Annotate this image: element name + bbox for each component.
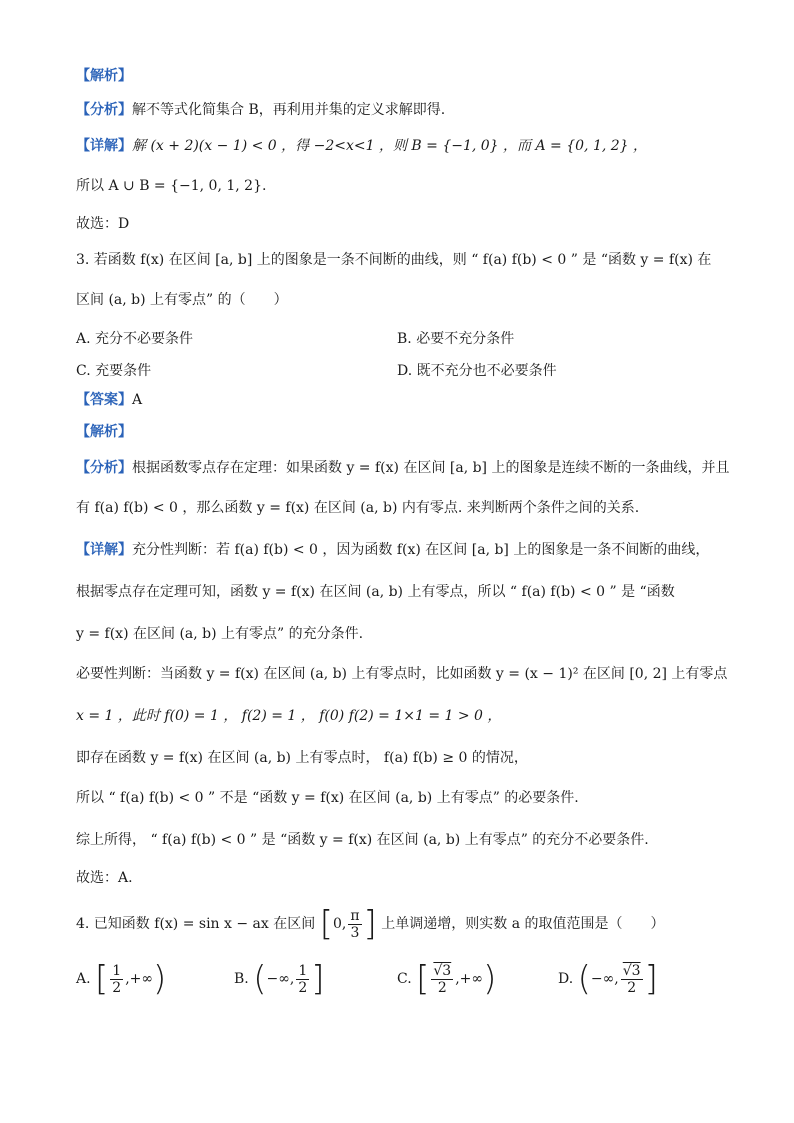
question-4: 4. 已知函数 f(x) = sin x − ax 在区间 [0, $\frac{\pi}{3}$ ] 上单调递增，则实数 a 的取值范围是（ ）: [76, 904, 665, 944]
analysis-heading: 【解析】: [76, 68, 132, 84]
bracket-left: [: [319, 904, 333, 944]
detail-line: 【详解】解 (x + 2)(x − 1) < 0 ，得 −2<x<1 ，则 B = {−1, 0} ，而 A = {0, 1, 2} ，: [76, 138, 648, 154]
summary-line: 综上所得， “ f(a) f(b) < 0 ” 是 “函数 y = f(x) 在区间 (a, b) 上有零点” 的充分不必要条件.: [76, 832, 649, 848]
union-line: 所以 A ∪ B = {−1, 0, 1, 2}.: [76, 178, 267, 194]
analysis-line-2-cont: 有 f(a) f(b) < 0 ，那么函数 y = f(x) 在区间 (a, b) 内有零点. 来判断两个条件之间的关系.: [76, 500, 640, 516]
q4-option-b: B. (−∞, $\frac{1}{2}$ ]: [234, 959, 325, 999]
question-3-cont: 区间 (a, b) 上有零点” 的（ ）: [76, 292, 288, 308]
detail-line-2b: 根据零点存在定理可知，函数 y = f(x) 在区间 (a, b) 上有零点，所以 “ f(a) f(b) < 0 ” 是 “函数: [76, 584, 675, 600]
analysis-heading-2: 【解析】: [76, 424, 132, 440]
bracket-right: ]: [363, 904, 377, 944]
option-c: C. 充要条件: [76, 363, 152, 379]
detail-line-2c: y = f(x) 在区间 (a, b) 上有零点” 的充分条件.: [76, 626, 364, 642]
q4-option-c: C. [ $\frac{√3}{2}$ ,+∞): [397, 959, 497, 999]
question-3: 3. 若函数 f(x) 在区间 [a, b] 上的图象是一条不间断的曲线，则 “ f(a) f(b) < 0 ” 是 “函数 y = f(x) 在: [76, 252, 712, 268]
answer-line: 故选：D: [76, 216, 130, 232]
q4-option-d: D. (−∞, $\frac{√3}{2}$ ]: [558, 959, 658, 999]
detail-line-2: 【详解】充分性判断：若 f(a) f(b) < 0 ，因为函数 f(x) 在区间 [a, b] 上的图象是一条不间断的曲线，: [76, 542, 710, 558]
necessity-result: 所以 “ f(a) f(b) < 0 ” 不是 “函数 y = f(x) 在区间 (a, b) 上有零点” 的必要条件.: [76, 790, 579, 806]
option-b: B. 必要不充分条件: [397, 331, 515, 347]
option-a: A. 充分不必要条件: [76, 331, 194, 347]
analysis-line: 【分析】解不等式化简集合 B，再利用并集的定义求解即得.: [76, 102, 446, 118]
answer-heading: 【答案】A: [76, 392, 143, 408]
answer-line-2: 故选：A.: [76, 870, 133, 886]
analysis-line-2: 【分析】根据函数零点存在定理：如果函数 y = f(x) 在区间 [a, b] 上的图象是连续不断的一条曲线，并且: [76, 460, 730, 476]
option-d: D. 既不充分也不必要条件: [397, 363, 557, 379]
necessity-line: 必要性判断：当函数 y = f(x) 在区间 (a, b) 上有零点时，比如函数 y = (x − 1)² 在区间 [0, 2] 上有零点: [76, 666, 728, 682]
fraction-pi-over-3: $\frac{\pi}{3}$: [350, 907, 360, 941]
q4-option-a: A. [ $\frac{1}{2}$ ,+∞): [76, 959, 167, 999]
necessity-conclusion: 即存在函数 y = f(x) 在区间 (a, b) 上有零点时， f(a) f(b) ≥ 0 的情况，: [76, 750, 528, 766]
necessity-example: x = 1 ，此时 f(0) = 1 ， f(2) = 1 ， f(0) f(2) = 1×1 = 1 > 0 ，: [76, 708, 502, 724]
